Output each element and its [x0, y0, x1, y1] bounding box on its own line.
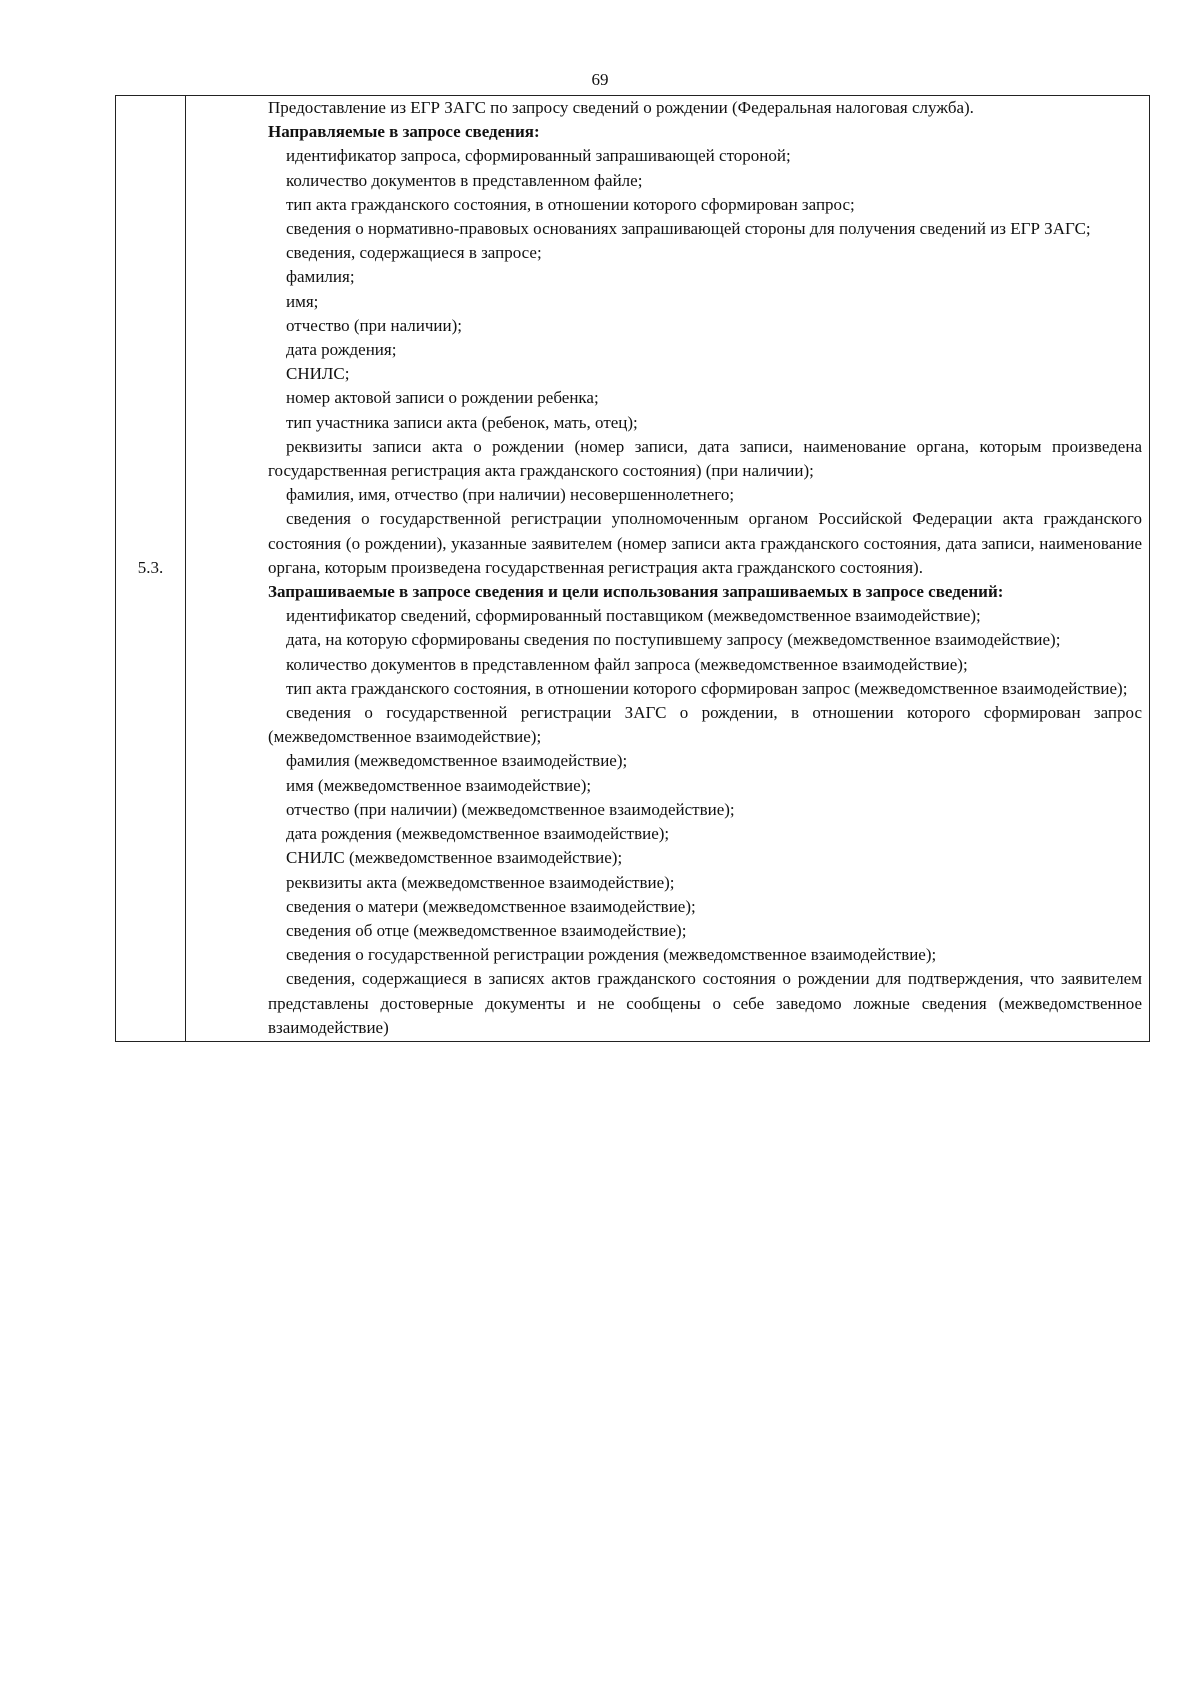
- list-item: тип участника записи акта (ребенок, мать, отец);: [286, 412, 638, 432]
- list-item: сведения о матери (межведомственное взаимодействие);: [286, 896, 696, 916]
- list-item: фамилия, имя, отчество (при наличии) несовершеннолетнего;: [286, 485, 735, 505]
- list-item: идентификатор сведений, сформированный поставщиком (межведомственное взаимодействие);: [286, 606, 981, 626]
- row-content: [186, 96, 1150, 1042]
- list-item: сведения о государственной регистрации уполномоченным органом Российской Федерации акта гражданского состояния (о рождении), указанные заявителем (номер записи акта гражданского состояния, дата записи, наименование органа, которым произведена государственная регистрация акта гражданского состояния).: [268, 509, 1142, 577]
- list-item: дата рождения (межведомственное взаимодействие);: [286, 824, 670, 844]
- list-item: отчество (при наличии) (межведомственное взаимодействие);: [286, 799, 735, 819]
- list-item: реквизиты акта (межведомственное взаимодействие);: [286, 872, 675, 892]
- list-item: отчество (при наличии);: [286, 315, 462, 335]
- list-item: сведения, содержащиеся в записях актов гражданского состояния о рождении для подтверждения, что заявителем представлены достоверные документы и не сообщены о себе заведомо ложные сведения (межведомственное взаимодействие): [268, 969, 1142, 1037]
- table-row: [116, 96, 1150, 1042]
- list-item: сведения об отце (межведомственное взаимодействие);: [286, 920, 687, 940]
- row-number: 5.3.: [116, 96, 186, 1042]
- document-table: [115, 95, 1150, 1042]
- list-item: идентификатор запроса, сформированный запрашивающей стороной;: [286, 146, 791, 166]
- page-number: 69: [591, 70, 609, 89]
- list-item: СНИЛС;: [286, 364, 350, 384]
- row-title: Предоставление из ЕГР ЗАГС по запросу сведений о рождении (Федеральная налоговая служба).: [268, 98, 974, 117]
- list-item: дата, на которую сформированы сведения по поступившему запросу (межведомственное взаимодействие);: [286, 630, 1061, 650]
- list-item: номер актовой записи о рождении ребенка;: [286, 388, 599, 408]
- list-item: дата рождения;: [286, 340, 397, 360]
- requested-heading: Запрашиваемые в запросе сведения и цели использования запрашиваемых в запросе сведений:: [268, 582, 1004, 602]
- sent-heading: Направляемые в запросе сведения:: [268, 122, 540, 142]
- list-item: сведения, содержащиеся в запросе;: [286, 243, 542, 263]
- list-item: сведения о государственной регистрации ЗАГС о рождении, в отношении которого сформирован запрос (межведомственное взаимодействие);: [268, 703, 1142, 747]
- list-item: тип акта гражданского состояния, в отношении которого сформирован запрос (межведомственное взаимодействие);: [286, 678, 1128, 698]
- list-item: количество документов в представленном файле;: [286, 170, 643, 190]
- list-item: фамилия;: [286, 267, 355, 287]
- list-item: сведения о нормативно-правовых основаниях запрашивающей стороны для получения сведений из ЕГР ЗАГС;: [286, 219, 1091, 239]
- list-item: имя (межведомственное взаимодействие);: [286, 775, 592, 795]
- list-item: фамилия (межведомственное взаимодействие);: [286, 751, 628, 771]
- list-item: тип акта гражданского состояния, в отношении которого сформирован запрос;: [286, 194, 855, 214]
- list-item: СНИЛС (межведомственное взаимодействие);: [286, 848, 623, 868]
- list-item: имя;: [286, 291, 319, 311]
- list-item: реквизиты записи акта о рождении (номер записи, дата записи, наименование органа, которым произведена государственная регистрация акта гражданского состояния) (при наличии);: [268, 436, 1142, 481]
- list-item: количество документов в представленном файл запроса (межведомственное взаимодействие);: [286, 654, 968, 674]
- list-item: сведения о государственной регистрации рождения (межведомственное взаимодействие);: [286, 945, 937, 965]
